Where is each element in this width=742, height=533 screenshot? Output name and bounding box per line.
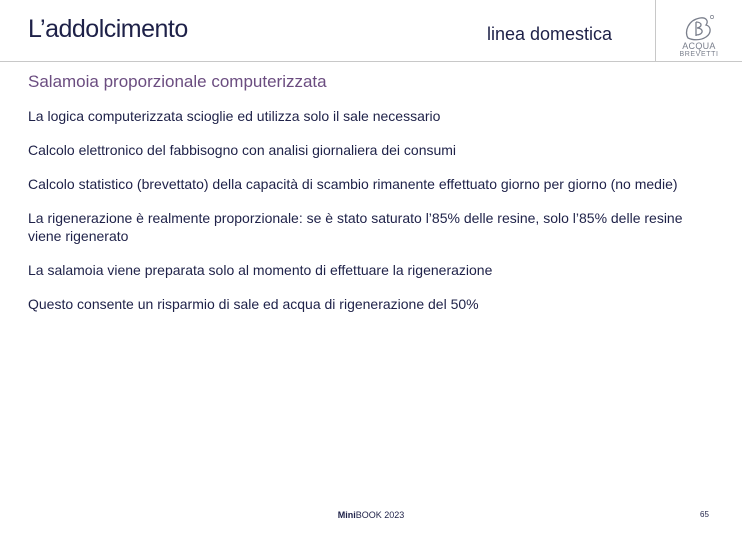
- footer-book-prefix: Mini: [337, 510, 356, 520]
- paragraph: La logica computerizzata scioglie ed utilizza solo il sale necessario: [28, 108, 441, 124]
- page-subtitle: linea domestica: [487, 24, 613, 44]
- paragraph: Calcolo elettronico del fabbisogno con analisi giornaliera dei consumi: [28, 142, 457, 158]
- header-divider: [0, 61, 742, 62]
- paragraph: La salamoia viene preparata solo al momento di effettuare la rigenerazione: [28, 262, 493, 278]
- footer-book-suffix: BOOK 2023: [355, 510, 405, 520]
- page-number: 65: [700, 510, 709, 519]
- content-body: [28, 107, 708, 329]
- acqua-brevetti-logo-icon: [682, 14, 716, 42]
- paragraph: La rigenerazione è realmente proporzionale: se è stato saturato l’85% delle resine, solo l’85% delle resine viene rigenerato: [28, 210, 683, 244]
- footer-book-label: [0, 510, 742, 520]
- section-heading: Salamoia proporzionale computerizzata: [28, 72, 327, 91]
- page-title: L’addolcimento: [28, 15, 188, 43]
- paragraph: Calcolo statistico (brevettato) della capacità di scambio rimanente effettuato giorno per giorno (no medie): [28, 176, 678, 192]
- logo-text-acqua: ACQUA: [682, 41, 716, 51]
- logo-text-brevetti: BREVETTI: [679, 51, 719, 58]
- header-vertical-divider: [655, 0, 656, 62]
- paragraph: Questo consente un risparmio di sale ed acqua di rigenerazione del 50%: [28, 296, 479, 312]
- brand-logo: [676, 14, 722, 62]
